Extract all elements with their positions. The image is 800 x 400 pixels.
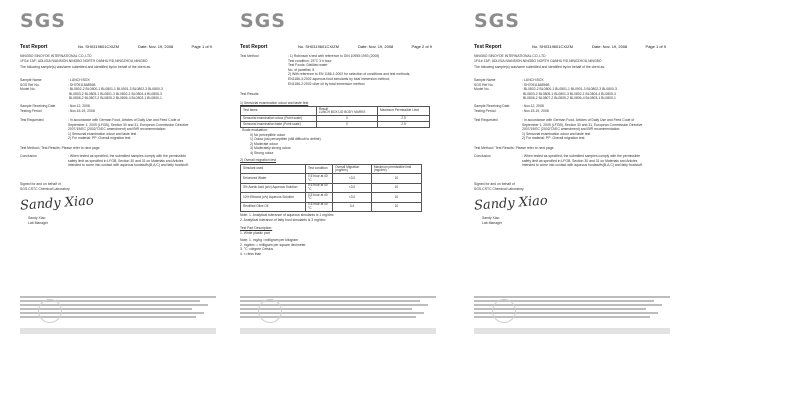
seal-stamp bbox=[492, 299, 516, 323]
requested-line: 1) Sensorial examination odour and taste test bbox=[522, 131, 591, 136]
results-label: Test Results bbox=[240, 92, 259, 96]
table-header-text: Result bbox=[318, 106, 328, 111]
report-title: Test Report bbox=[20, 44, 48, 50]
table-header: Maximum permissible limit (mg/dm²) bbox=[371, 165, 421, 174]
method-line: EN1186-2:2002 olive oil by total immersion method bbox=[288, 81, 365, 86]
section-1-title: 1) Sensorial examination odour and taste test bbox=[240, 101, 309, 105]
requested-label: Test Requested bbox=[20, 118, 44, 122]
conclusion-line: : When tested as specified, the submitted samples comply with the permissible bbox=[68, 154, 186, 158]
method-line: : 1) Robinson's test with reference to DIN 10955:1993 (2005) bbox=[288, 54, 380, 58]
report-number: No. SH0319601CXIZM bbox=[532, 44, 573, 49]
intro-text: The following sample(s) was/were submitted and identified by/on behalf of the client as: bbox=[20, 65, 151, 70]
table-cell: 3% Acetic Acid (w/v) Aqueous Solution bbox=[241, 183, 306, 192]
table-header-row bbox=[241, 165, 422, 174]
table-header-row bbox=[241, 107, 430, 116]
client-address: 1F/1# 13/F, ADLISIA NIANSION.NINGBO NORTH OANHU RD,NINGZHOU,NINGBO bbox=[474, 58, 602, 63]
method-line: EN1186-3:2002 aqueous food simulants by total immersion method, bbox=[288, 76, 390, 81]
field-row bbox=[20, 96, 212, 101]
seal-stamp bbox=[38, 299, 62, 323]
signer-title: Lab Manager bbox=[28, 220, 48, 225]
table-header bbox=[316, 107, 377, 116]
table-cell: 0.5 hour at 40 °C bbox=[306, 183, 333, 192]
client-name: NINGBO SINOYOE INTERNATIONAL CO.,LTD bbox=[474, 54, 546, 58]
method-text bbox=[288, 54, 428, 86]
table-header: Test condition bbox=[306, 165, 333, 174]
report-date: Date: Nov. 19, 2008 bbox=[358, 44, 394, 49]
field-row bbox=[20, 109, 212, 114]
field-label: Testing Period bbox=[20, 108, 42, 113]
table-row bbox=[241, 183, 422, 192]
abbr-line: Note: 1. mg/kg =milligram per kilogram bbox=[240, 238, 299, 242]
field-value: BL0803-2 BL0805-1 BL0801-3 BL0802-1 BL0804-4 BL0805-3 bbox=[522, 91, 616, 96]
table-cell: <3.0 bbox=[333, 193, 372, 202]
field-value: : LUNCH BOX bbox=[522, 78, 544, 82]
method-line: 2) With reference to EN 1186-1:2002 for selection of conditions and test methods, bbox=[288, 72, 411, 77]
field-value: : Nov.15-19, 2008 bbox=[522, 108, 549, 113]
signed-line: SGS-CSTC Chemical Laboratory bbox=[474, 186, 524, 191]
method-line: Test condition: 23°C 3 h hour bbox=[288, 58, 332, 63]
field-value: : LUNCH BOX bbox=[68, 78, 90, 82]
conclusion-line: : When tested as specified, the submitted samples comply with the permissible bbox=[522, 154, 640, 158]
report-number: No. SH0319601CXIZM bbox=[78, 44, 119, 49]
field-value: : Nov.15-19, 2008 bbox=[68, 108, 95, 113]
table-cell: <3.0 bbox=[333, 183, 372, 192]
report-title: Test Report bbox=[474, 44, 502, 50]
footer-bar bbox=[20, 328, 216, 334]
report-page-1 bbox=[20, 0, 260, 400]
requested-line: September 1, 2005 (LFGB), Section 30 and 31, European Commission Directive bbox=[68, 122, 189, 127]
abbr-line: 4. <=less than bbox=[240, 251, 262, 256]
report-date: Date: Nov. 19, 2008 bbox=[138, 44, 174, 49]
signer bbox=[482, 216, 502, 225]
field-label: Model No. bbox=[20, 87, 36, 92]
table-row bbox=[241, 122, 430, 128]
field-label: Sample Receiving Date bbox=[474, 103, 510, 108]
requested-line: 2) For material: PP -Overall migration test bbox=[522, 136, 585, 141]
abbr-line: 3. °C =degree Celsius bbox=[240, 247, 274, 252]
table-subheader: LUNCH BOX LID BODY MARKS bbox=[318, 110, 366, 115]
table-header: Maximum Permissible Limit bbox=[378, 107, 430, 116]
signed-line: Signed for and on behalf of bbox=[20, 182, 61, 186]
table-cell: 2.5 bbox=[378, 122, 430, 128]
table-cell: Sensorial examination taste (Point scale) bbox=[241, 122, 317, 128]
table-cell: 0 bbox=[316, 122, 377, 128]
conclusion bbox=[20, 154, 212, 168]
page-number: Page 2 of 9 bbox=[411, 44, 432, 49]
sgs-logo: SGS bbox=[20, 10, 66, 32]
part-description bbox=[240, 226, 432, 235]
signed-for bbox=[20, 182, 212, 191]
field-value: : SH7091184896B bbox=[522, 82, 550, 87]
table-cell: 2.5 bbox=[378, 116, 430, 122]
sensorial-table bbox=[240, 106, 430, 128]
field-label: Sample Name bbox=[474, 78, 496, 82]
field-row bbox=[474, 96, 666, 101]
table-cell: 10 bbox=[371, 202, 421, 211]
signer-name: Sandy Xiao bbox=[482, 216, 500, 220]
requested-line: 2007/19/EC (2002/72/EC amendment) and BfR recommendation: bbox=[68, 127, 167, 132]
migration-table bbox=[240, 164, 422, 212]
note-line: 2. Analytical tolerance of fatty food simulants is 3 mg/dm² bbox=[240, 217, 326, 222]
table-cell: Sensorial examination odour (Point scale) bbox=[241, 116, 317, 122]
abbr-line: 2. mg/dm² = milligram per square decimeter bbox=[240, 242, 306, 247]
table-cell: 10 bbox=[371, 174, 421, 183]
page-number: Page 1 of 9 bbox=[191, 44, 212, 49]
scale-evaluation bbox=[242, 128, 434, 156]
field-label: Sample Receiving Date bbox=[20, 103, 56, 108]
report-header bbox=[20, 44, 212, 50]
table-cell: 10% Ethanol (v/v) Aqueous Solution bbox=[241, 193, 306, 202]
part-item: 1. White plastic part bbox=[240, 230, 270, 235]
signed-for bbox=[474, 182, 666, 191]
field-label: SGS Ref No. bbox=[474, 82, 494, 87]
part-title: Test Part Description: bbox=[240, 226, 273, 230]
section-2-title: 2) Overall migration test bbox=[240, 158, 276, 162]
table-cell: Rectified Olive Oil bbox=[241, 202, 306, 211]
signed-line: Signed for and on behalf of bbox=[474, 182, 515, 186]
table-cell: 0.5 hour at 40 °C bbox=[306, 193, 333, 202]
conclusion-label: Conclusion bbox=[20, 154, 37, 158]
footer-bar bbox=[474, 328, 670, 334]
field-value: : Nov.12, 2008 bbox=[522, 103, 544, 108]
scale-item: 2) Moderate odour bbox=[250, 141, 278, 146]
field-label: Sample Name bbox=[20, 78, 42, 82]
method-label: Test Method bbox=[240, 54, 259, 58]
seal-stamp bbox=[258, 299, 282, 323]
table-cell: 0 bbox=[316, 116, 377, 122]
report-footer bbox=[240, 296, 436, 336]
signed-line: SGS-CSTC Chemical Laboratory bbox=[20, 186, 70, 191]
requested-text bbox=[522, 118, 662, 141]
field-value: : BL0802-2 BL0800-1 BL0801-1 BL0901-3 BL0802-3 BL0800-3 bbox=[68, 87, 163, 92]
client-block bbox=[474, 54, 666, 70]
field-value: BL0806-2 BL0807-2 BL0805-2 BL0806-4 BL0803-1 BL0800-1 bbox=[68, 96, 162, 101]
report-title: Test Report bbox=[240, 44, 268, 50]
conclusion-line: safety limit as specified in LFGB, Section 30 and 31 on Materials and Articles bbox=[522, 158, 638, 163]
conclusion-line: safety limit as specified in LFGB, Section 30 and 31 on Materials and Articles bbox=[68, 158, 184, 163]
signer-name: Sandy Xiao bbox=[28, 216, 46, 220]
requested-line: 2) For material: PP -Overall migration test bbox=[68, 136, 131, 141]
scale-item: 0) No perceptible odour bbox=[250, 132, 286, 137]
client-name: NINGBO SINOYOE INTERNATIONAL CO.,LTD bbox=[20, 54, 92, 58]
table-header: Simulant used bbox=[241, 165, 306, 174]
table-cell: Deionized Water bbox=[241, 174, 306, 183]
requested-label: Test Requested bbox=[474, 118, 498, 122]
field-label: Model No. bbox=[474, 87, 490, 92]
client-address: 1F/1# 13/F, ADLISIA NIANSION.NINGBO NORTH OANHU RD,NINGZHOU,NINGBO bbox=[20, 58, 148, 63]
scale-item: 3) Moderately strong odour bbox=[250, 146, 291, 151]
intro-text: The following sample(s) was/were submitted and identified by/on behalf of the client as: bbox=[474, 65, 605, 70]
table-cell: <3.0 bbox=[333, 174, 372, 183]
requested-text bbox=[68, 118, 208, 141]
table-row bbox=[241, 202, 422, 211]
field-row bbox=[474, 109, 666, 114]
requested-line: : In accordance with German Food, Articles of Daily Use and Feed Code of bbox=[522, 118, 635, 122]
conclusion-text bbox=[522, 154, 662, 168]
conclusion-text bbox=[68, 154, 208, 168]
scale-item: 1) Odour just perceptible (still difficult to define) bbox=[250, 137, 321, 142]
conclusion-line: intended to come into contact with aqueous foodstuffs(B,A,C) and fatty foodstuff. bbox=[522, 163, 643, 168]
table-header: Test Items bbox=[241, 107, 317, 116]
conclusion-line: intended to come into contact with aqueous foodstuffs(B,A,C) and fatty foodstuff. bbox=[68, 163, 189, 168]
requested-line: 2007/19/EC (2002/72/EC amendment) and BfR recommendation: bbox=[522, 127, 621, 132]
table-header: Overall Migration (mg/dm²) bbox=[333, 165, 372, 174]
sample-fields bbox=[20, 78, 212, 113]
report-header bbox=[240, 44, 432, 50]
sample-fields bbox=[474, 78, 666, 113]
table-notes bbox=[240, 213, 432, 222]
table-cell: 0.5 hour at 40 °C bbox=[306, 174, 333, 183]
field-value: BL0806-2 BL0807-2 BL0805-2 BL0806-4 BL0803-1 BL0800-1 bbox=[522, 96, 616, 101]
signature: Sandy Xiao bbox=[20, 193, 95, 214]
test-requested bbox=[474, 118, 666, 141]
report-footer bbox=[474, 296, 670, 336]
scale-item: 4) Strong odour bbox=[250, 150, 274, 155]
footer-bar bbox=[240, 328, 436, 334]
requested-line: 1) Sensorial examination odour and taste test bbox=[68, 131, 137, 136]
test-method bbox=[240, 54, 432, 86]
report-footer bbox=[20, 296, 216, 336]
signer bbox=[28, 216, 48, 225]
requested-line: September 1, 2005 (LFGB), Section 30 and 31, European Commission Directive bbox=[522, 122, 643, 127]
table-cell: 10 bbox=[371, 193, 421, 202]
scale-title: Scale evaluation: bbox=[242, 128, 268, 132]
requested-line: : In accordance with German Food, Articles of Daily Use and Feed Code of bbox=[68, 118, 181, 122]
method-line: Test Foods: Distilled water bbox=[288, 63, 328, 68]
table-row bbox=[241, 174, 422, 183]
field-value: : BL0802-2 BL0800-1 BL0801-1 BL0901-3 BL0802-3 BL0800-3 bbox=[522, 87, 617, 92]
note-line: Note: 1. Analytical tolerance of aqueous simulants is 1 mg/dm² bbox=[240, 213, 334, 217]
field-label: SGS Ref No. bbox=[20, 82, 40, 87]
table-cell: 10 bbox=[371, 183, 421, 192]
table-cell: 0.5 hour at 40 °C bbox=[306, 202, 333, 211]
method-note: Test Method / Test Results: Please refer to next page. bbox=[474, 146, 555, 150]
report-date: Date: Nov. 19, 2008 bbox=[592, 44, 628, 49]
field-value: : Nov.12, 2008 bbox=[68, 103, 90, 108]
signature: Sandy Xiao bbox=[474, 193, 549, 214]
report-page-3 bbox=[474, 0, 714, 400]
method-line: No. of panellist: 5 bbox=[288, 67, 315, 72]
table-cell: 3.4 bbox=[333, 202, 372, 211]
sgs-logo: SGS bbox=[474, 10, 520, 32]
signer-title: Lab Manager bbox=[482, 220, 502, 225]
client-block bbox=[20, 54, 212, 70]
test-requested bbox=[20, 118, 212, 141]
conclusion-label: Conclusion bbox=[474, 154, 491, 158]
report-number: No. SH0319601CXIZM bbox=[298, 44, 339, 49]
field-value: BL0803-2 BL0805-1 BL0801-3 BL0802-1 BL0804-4 BL0805-3 bbox=[68, 91, 162, 96]
report-header bbox=[474, 44, 666, 50]
field-value: : SH7091184896B bbox=[68, 82, 96, 87]
page-number: Page 1 of 9 bbox=[645, 44, 666, 49]
method-note: Test Method / Test Results: Please refer to next page. bbox=[20, 146, 101, 150]
conclusion bbox=[474, 154, 666, 168]
abbreviation-notes bbox=[240, 238, 432, 256]
table-row bbox=[241, 193, 422, 202]
report-page-2 bbox=[240, 0, 480, 400]
field-label: Testing Period bbox=[474, 108, 496, 113]
sgs-logo: SGS bbox=[240, 10, 286, 32]
